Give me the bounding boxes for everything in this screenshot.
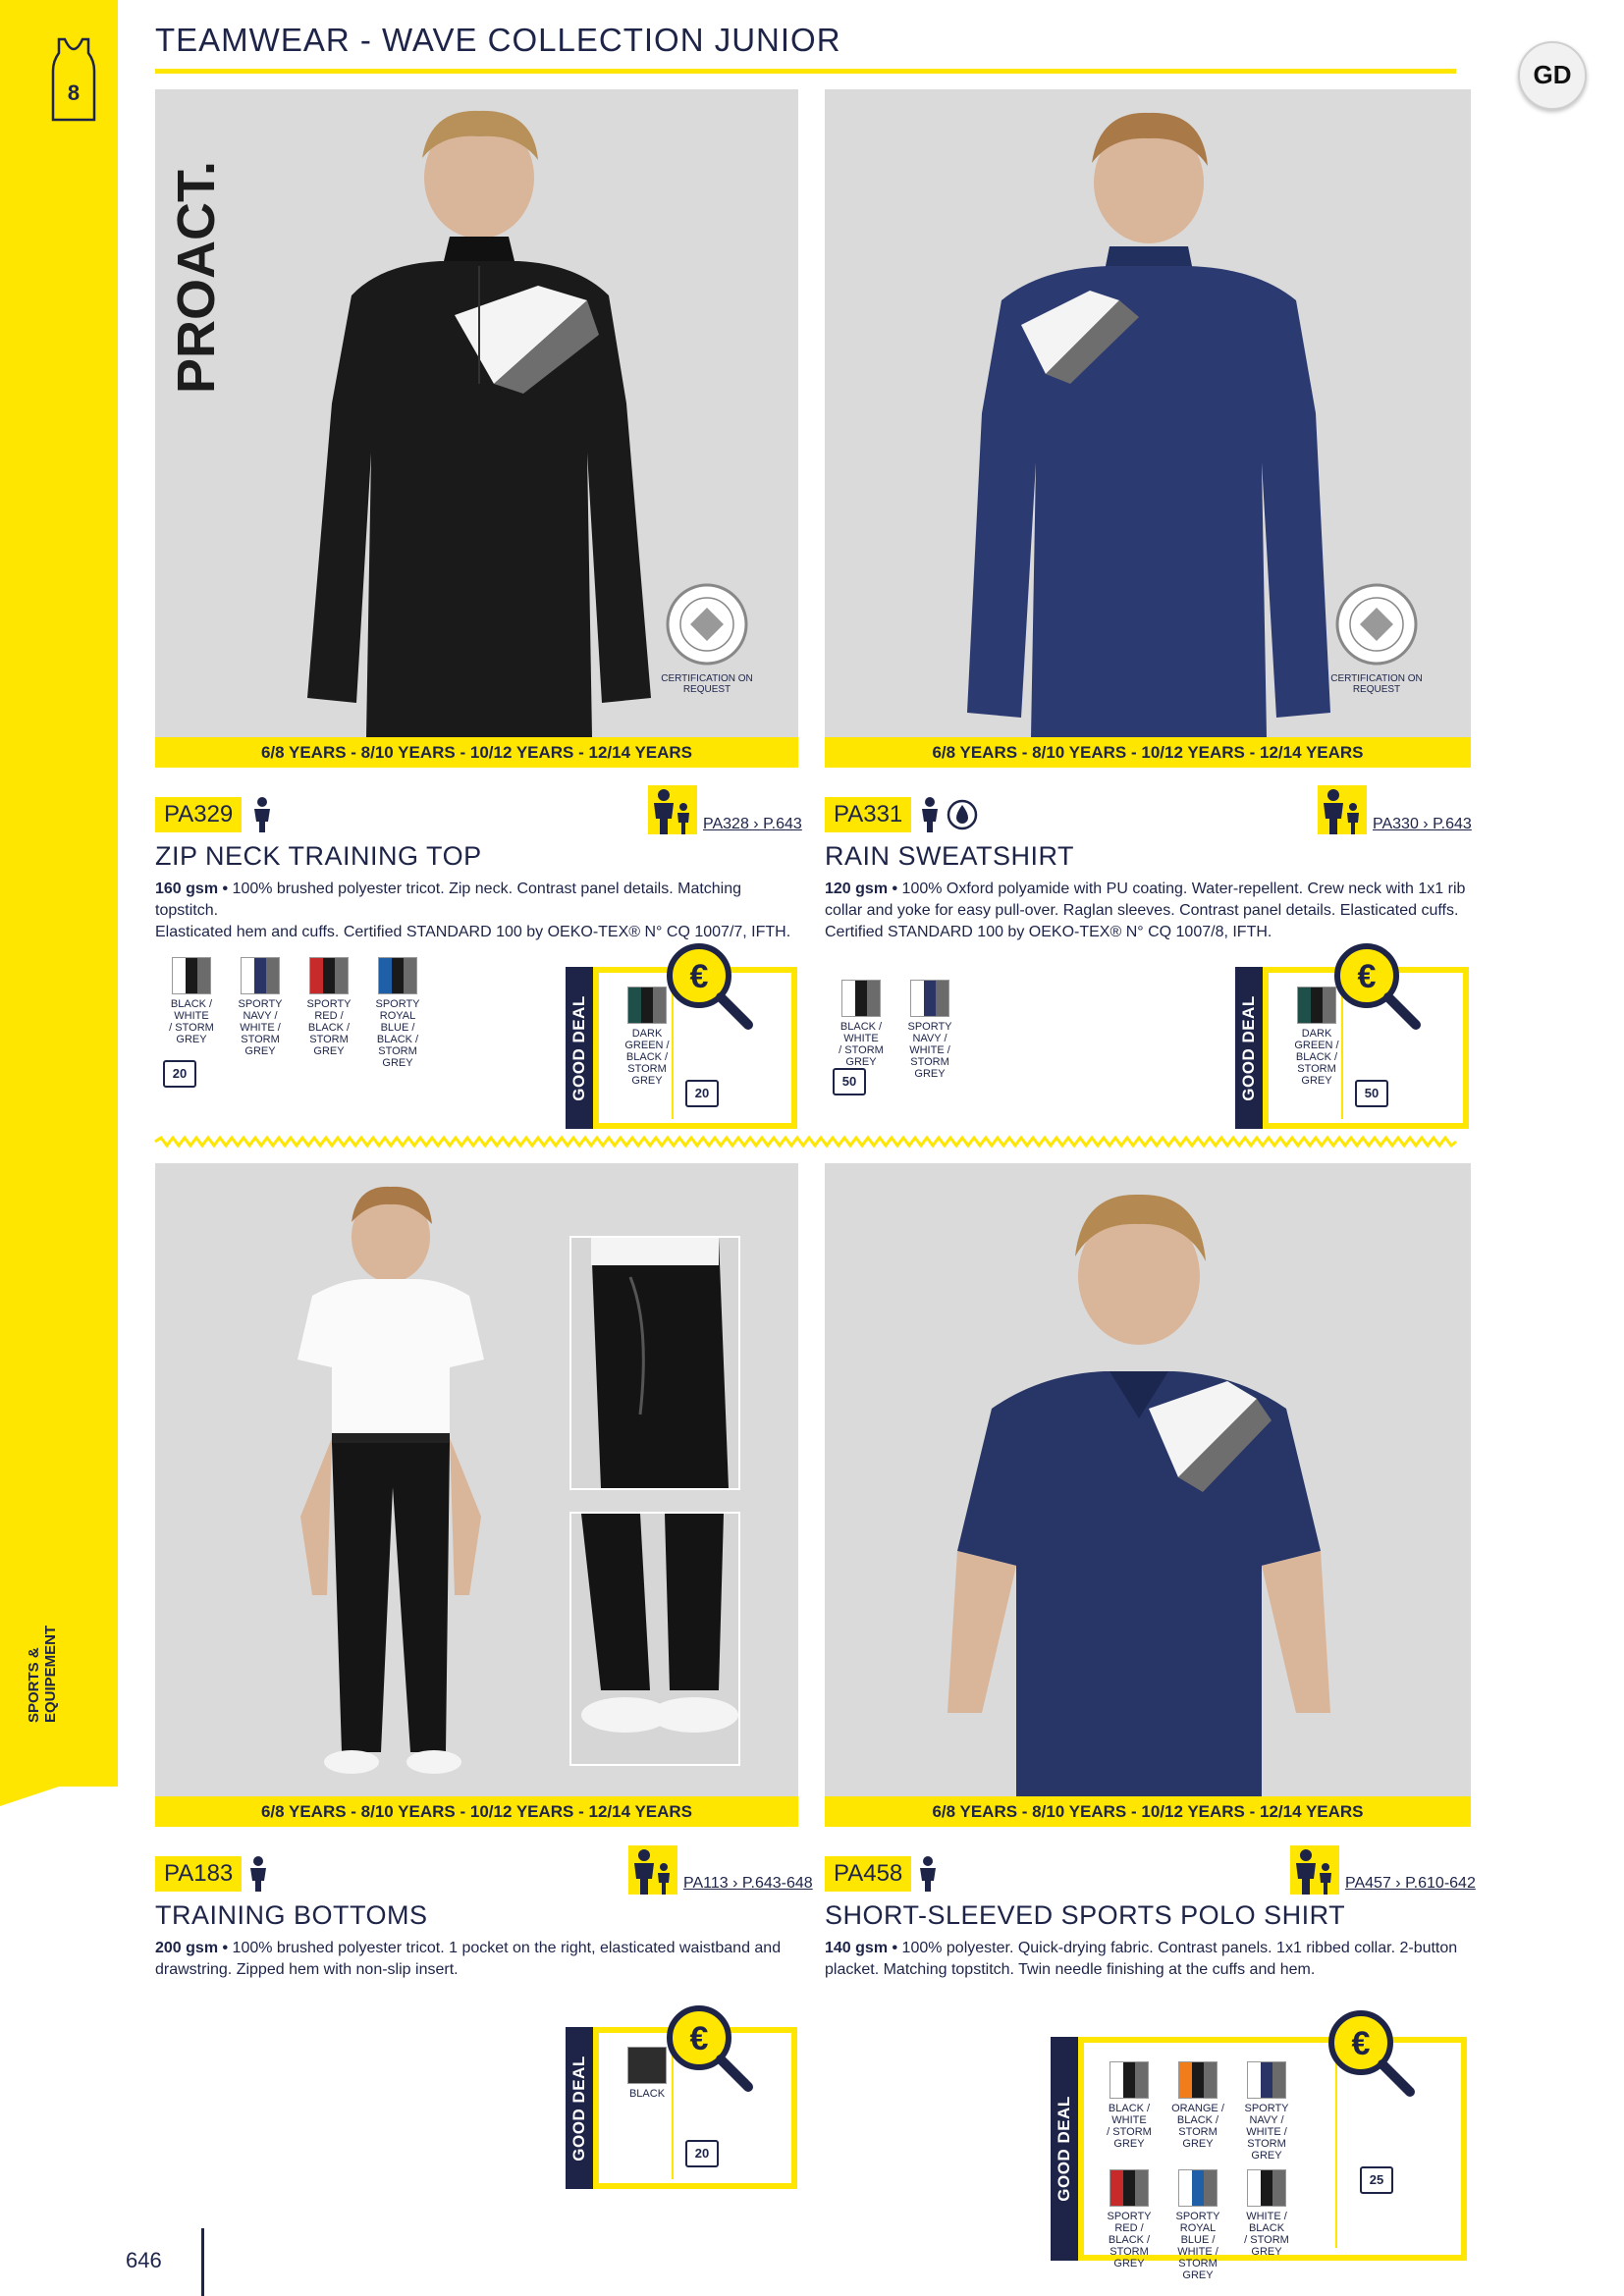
colour-option [1095, 2169, 1164, 2269]
confidence-textile-icon [1327, 580, 1426, 668]
good-deal-pack-pa458: 25 [1360, 2166, 1393, 2194]
description-line-1: 100% brushed polyester tricot. 1 pocket on the right, elasticated waistband and [228, 1940, 782, 1956]
colour-option [895, 980, 964, 1080]
gd-brand-logo [1518, 41, 1587, 110]
colour-name: SPORTY ROYAL [375, 998, 420, 1022]
colour-swatch [1110, 2061, 1149, 2099]
related-ref-pa458[interactable]: PA457 › P.610-642 [1345, 1875, 1476, 1892]
size-bar-pa329: 6/8 YEARS - 8/10 YEARS - 10/12 YEARS - 12/14 YEARS [155, 737, 798, 768]
colour-option [827, 980, 895, 1068]
colour-name: STORM GREY [1178, 2258, 1218, 2281]
description-line-1: 100% Oxford polyamide with PU coating. Water-repellent. Crew neck with 1x1 rib [897, 881, 1466, 897]
colour-name: BLACK / WHITE [839, 1021, 883, 1044]
good-deal-label: GOOD DEAL [1055, 2096, 1073, 2202]
product-description-pa331 [825, 879, 1473, 943]
description-line-2: drawstring. Zipped hem with non-slip insert. [155, 1961, 459, 1978]
related-ref-pa329[interactable]: PA328 › P.643 [703, 816, 802, 832]
euro-magnifier-icon [664, 940, 754, 1031]
colour-name: BLUE / BLACK / [376, 1022, 419, 1045]
good-deal-tab-pa329 [566, 967, 593, 1129]
colour-name: GREY [1251, 2246, 1282, 2258]
size-bar-pa331: 6/8 YEARS - 8/10 YEARS - 10/12 YEARS - 12/14 YEARS [825, 737, 1471, 768]
colour-swatch [1247, 2061, 1286, 2099]
svg-text:€: € [689, 2020, 709, 2057]
colour-name: BLACK / STORM [1108, 2234, 1151, 2258]
colour-name: GREY [244, 1045, 276, 1057]
colour-name: BLACK / WHITE [170, 998, 213, 1022]
colour-name: / STORM [1107, 2126, 1152, 2138]
certification-note-2: REQUEST [1352, 684, 1401, 695]
junior-icon [919, 796, 941, 833]
colour-name: SPORTY RED / [306, 998, 352, 1022]
product-photo-pa331 [825, 89, 1471, 737]
pack-quantity-pa331: 50 [833, 1068, 866, 1095]
proact-logo [167, 107, 226, 401]
colour-name: GREY [1113, 2258, 1145, 2269]
colour-name: GREY [1113, 2138, 1145, 2150]
chapter-side-band [0, 0, 118, 1787]
colour-option [295, 957, 363, 1057]
colour-name: WHITE / STORM [1246, 2126, 1287, 2150]
product-photo-pa458 [825, 1163, 1471, 1811]
colour-name: ORANGE / [1171, 2103, 1224, 2114]
colour-swatch [172, 957, 211, 994]
confidence-textile-icon [658, 580, 756, 668]
colour-name: GREY [845, 1056, 877, 1068]
euro-magnifier-icon [1326, 2007, 1416, 2098]
related-ref-pa183[interactable]: PA113 › P.643-648 [683, 1875, 813, 1892]
product-code-pa183: PA183 [155, 1856, 242, 1892]
section-label [18, 1625, 77, 1723]
zipped-hem-detail-photo [569, 1512, 740, 1766]
product-name-pa329: ZIP NECK TRAINING TOP [155, 841, 482, 871]
svg-text:€: € [1357, 958, 1377, 995]
colour-name: DARK GREEN / [1294, 1028, 1339, 1051]
product-name-pa458: SHORT-SLEEVED SPORTS POLO SHIRT [825, 1900, 1346, 1930]
size-bar-pa458: 6/8 YEARS - 8/10 YEARS - 10/12 YEARS - 12/14 YEARS [825, 1796, 1471, 1827]
certification-note-1: CERTIFICATION ON [661, 673, 753, 684]
colour-name: BLACK / STORM [1295, 1051, 1338, 1075]
certification-note-2: REQUEST [682, 684, 731, 695]
colour-name: GREY [1301, 1075, 1332, 1087]
good-deal-pack-pa329: 20 [685, 1080, 719, 1107]
colour-option [1232, 2061, 1301, 2162]
good-deal-tab-pa458 [1051, 2037, 1078, 2261]
colour-name: SPORTY NAVY / [1244, 2103, 1289, 2126]
colour-name: WHITE / BLACK [1246, 2211, 1287, 2234]
colour-swatch [841, 980, 881, 1017]
adult-child-icon [628, 1845, 677, 1895]
colour-option [1095, 2061, 1164, 2150]
good-deal-tab-pa331 [1235, 967, 1263, 1129]
colour-option [1164, 2061, 1232, 2150]
product-description-pa458 [825, 1938, 1473, 1981]
junior-icon [251, 796, 273, 833]
colour-name: SPORTY ROYAL [1175, 2211, 1220, 2234]
colour-swatch [378, 957, 417, 994]
colour-name: SPORTY NAVY / [238, 998, 283, 1022]
junior-icon [917, 1855, 939, 1893]
colour-list-pa329 [157, 957, 452, 1069]
euro-magnifier-icon [1331, 940, 1422, 1031]
gsm: 160 gsm • [155, 881, 229, 897]
colour-option [1164, 2169, 1232, 2281]
description-line-1: 100% brushed polyester tricot. Zip neck. Contrast panel details. Matching topstitch. [155, 881, 742, 919]
colour-swatch [1110, 2169, 1149, 2207]
chapter-number: 8 [67, 80, 81, 105]
product-name-pa183: TRAINING BOTTOMS [155, 1900, 428, 1930]
junior-icon [247, 1855, 269, 1893]
product-code-pa329: PA329 [155, 797, 242, 832]
good-deal-colours-pa458 [1095, 2061, 1330, 2289]
product-code-pa458: PA458 [825, 1856, 911, 1892]
colour-swatch [309, 957, 349, 994]
adult-child-icon [648, 785, 697, 834]
pack-quantity-pa329: 20 [163, 1060, 196, 1088]
colour-swatch [627, 987, 667, 1024]
good-deal-tab-pa183 [566, 2027, 593, 2189]
description-line-1: 100% polyester. Quick-drying fabric. Contrast panels. 1x1 ribbed collar. 2-button [897, 1940, 1458, 1956]
adult-child-icon [1318, 785, 1367, 834]
colour-swatch [1178, 2169, 1218, 2207]
colour-name: WHITE / STORM [909, 1044, 950, 1068]
colour-name: BLACK / STORM [1176, 2114, 1219, 2138]
title-underline [155, 69, 1456, 74]
good-deal-pack-pa331: 50 [1355, 1080, 1388, 1107]
colour-name: BLACK / STORM [625, 1051, 669, 1075]
product-photo-pa329 [155, 89, 798, 737]
colour-swatch [627, 2047, 667, 2084]
colour-option [1232, 2169, 1301, 2258]
product-description-pa183 [155, 1938, 803, 1981]
colour-name: GREY [1251, 2150, 1282, 2162]
certification-badge [658, 580, 756, 695]
certification-note-1: CERTIFICATION ON [1330, 673, 1423, 684]
product-name-pa331: RAIN SWEATSHIRT [825, 841, 1075, 871]
product-photo-pa183 [155, 1163, 798, 1811]
description-line-2: Elasticated hem and cuffs. Certified STANDARD 100 by OEKO-TEX® N° CQ 1007/7, IFTH. [155, 924, 791, 940]
product-code-pa331: PA331 [825, 797, 911, 832]
colour-swatch [1297, 987, 1336, 1024]
pocket-detail-photo [569, 1236, 740, 1490]
description-line-2: placket. Matching topstitch. Twin needle finishing at the cuffs and hem. [825, 1961, 1316, 1978]
colour-name: GREY [914, 1068, 946, 1080]
product-description-pa329 [155, 879, 803, 943]
section-label-line-1: SPORTS & [26, 1647, 42, 1723]
colour-name: BLACK / WHITE [1108, 2103, 1151, 2126]
colour-name: SPORTY RED / [1107, 2211, 1152, 2234]
section-label-line-2: EQUIPEMENT [42, 1625, 59, 1723]
colour-option [363, 957, 432, 1069]
good-deal-pack-pa183: 20 [685, 2140, 719, 2167]
related-ref-pa331[interactable]: PA330 › P.643 [1373, 816, 1472, 832]
gsm: 140 gsm • [825, 1940, 898, 1956]
good-deal-label: GOOD DEAL [569, 2055, 588, 2162]
colour-swatch [1247, 2169, 1286, 2207]
page-number: 646 [126, 2248, 162, 2272]
colour-name: SPORTY NAVY / [907, 1021, 952, 1044]
gd-brand-text: GD [1533, 60, 1572, 89]
description-line-2: collar and yoke for easy pull-over. Raglan sleeves. Contrast panel details. Elasticated cuffs. [825, 902, 1459, 919]
water-repellent-icon [947, 799, 978, 830]
colour-option [157, 957, 226, 1045]
colour-name: GREY [1182, 2138, 1214, 2150]
colour-name: / STORM [1244, 2234, 1289, 2246]
proact-logo-text: PROACT. [167, 160, 226, 394]
good-deal-label: GOOD DEAL [569, 994, 588, 1101]
colour-list-pa331 [827, 980, 1023, 1080]
tank-top-icon [51, 37, 96, 122]
euro-magnifier-icon [664, 2002, 754, 2093]
section-divider [155, 1137, 1456, 1147]
certification-badge [1327, 580, 1426, 695]
colour-swatch [910, 980, 949, 1017]
colour-swatch [1178, 2061, 1218, 2099]
colour-name: BLACK / STORM [307, 1022, 351, 1045]
size-bar-pa183: 6/8 YEARS - 8/10 YEARS - 10/12 YEARS - 12/14 YEARS [155, 1796, 798, 1827]
gsm: 120 gsm • [825, 881, 898, 897]
colour-swatch [241, 957, 280, 994]
good-deal-label: GOOD DEAL [1239, 994, 1258, 1101]
side-band-tail [0, 1767, 118, 1806]
colour-name: BLACK [628, 2088, 666, 2100]
colour-name: / STORM [839, 1044, 884, 1056]
colour-name: / STORM [169, 1022, 214, 1034]
colour-name: STORM GREY [378, 1045, 417, 1069]
svg-text:€: € [689, 958, 709, 995]
colour-name: GREY [313, 1045, 345, 1057]
description-line-3: Certified STANDARD 100 by OEKO-TEX® N° CQ 1007/8, IFTH. [825, 924, 1272, 940]
colour-option [226, 957, 295, 1057]
colour-name: GREY [176, 1034, 207, 1045]
page-number-rule [201, 2228, 204, 2296]
page-title: TEAMWEAR - WAVE COLLECTION JUNIOR [155, 22, 841, 58]
colour-name: GREY [631, 1075, 663, 1087]
colour-name: WHITE / STORM [240, 1022, 281, 1045]
colour-name: DARK GREEN / [624, 1028, 670, 1051]
adult-child-icon [1290, 1845, 1339, 1895]
colour-name: BLUE / WHITE / [1177, 2234, 1218, 2258]
boy-polo-shirt-illustration [825, 1163, 1471, 1811]
svg-text:€: € [1351, 2025, 1371, 2062]
gsm: 200 gsm • [155, 1940, 229, 1956]
